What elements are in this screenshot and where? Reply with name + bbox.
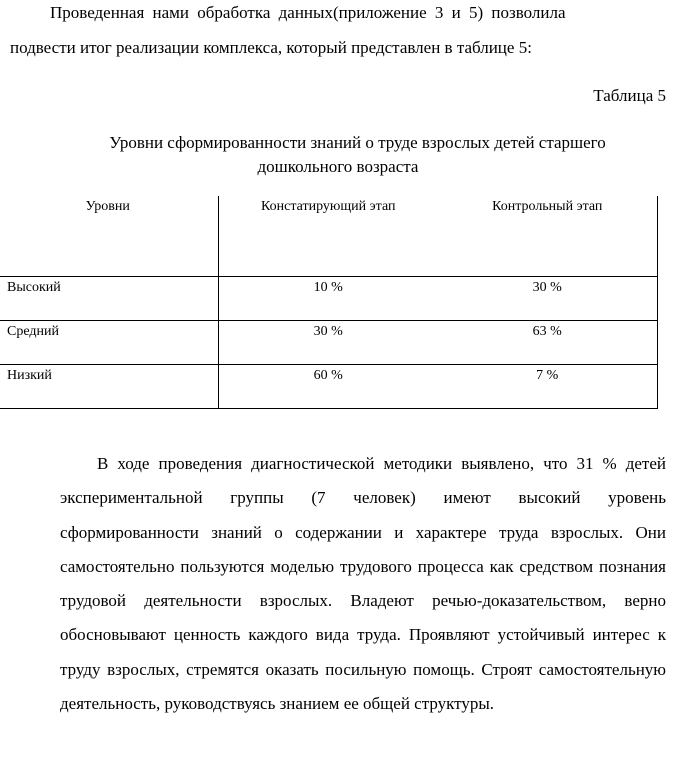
header-ascertaining-stage: Констатирующий этап (218, 196, 438, 276)
table-header-row (0, 196, 657, 276)
row-ascertaining-value: 10 % (218, 276, 438, 320)
intro-line-2: подвести итог реализации комплекса, который представлен в таблице 5: (10, 38, 532, 57)
header-control-stage: Контрольный этап (438, 196, 657, 276)
row-ascertaining-value: 60 % (218, 364, 438, 408)
table-label: Таблица 5 (593, 86, 666, 105)
row-level-label: Низкий (0, 364, 218, 408)
levels-table (0, 196, 658, 409)
table-row (0, 364, 657, 408)
table-title (0, 131, 676, 179)
header-levels: Уровни (0, 196, 218, 276)
intro-line-1: Проведенная нами обработка данных(приложение 3 и 5) позволила (50, 3, 566, 22)
body-paragraph: В ходе проведения диагностической методики выявлено, что 31 % детей экспериментальной группы (7 человек) имеют высокий уровень сформированности знаний о содержании и характере труда взрослых. Они самостоятельно пользуются моделью трудового процесса как средством познания трудовой деятельности взрослых. Владеют речью-доказательством, верно обосновывают ценность каждого вида труда. Проявляют устойчивый интерес к труду взрослых, стремятся оказать посильную помощь. Строят самостоятельную деятельность, руководствуясь знанием ее общей структуры. (60, 454, 666, 714)
row-control-value: 7 % (438, 364, 657, 408)
table-title-line-1: Уровни сформированности знаний о труде взрослых детей старшего (109, 133, 606, 152)
row-level-label: Высокий (0, 276, 218, 320)
table-row (0, 276, 657, 320)
table-row (0, 320, 657, 364)
row-control-value: 63 % (438, 320, 657, 364)
row-ascertaining-value: 30 % (218, 320, 438, 364)
row-level-label: Средний (0, 320, 218, 364)
row-control-value: 30 % (438, 276, 657, 320)
table-title-line-2: дошкольного возраста (257, 157, 419, 176)
